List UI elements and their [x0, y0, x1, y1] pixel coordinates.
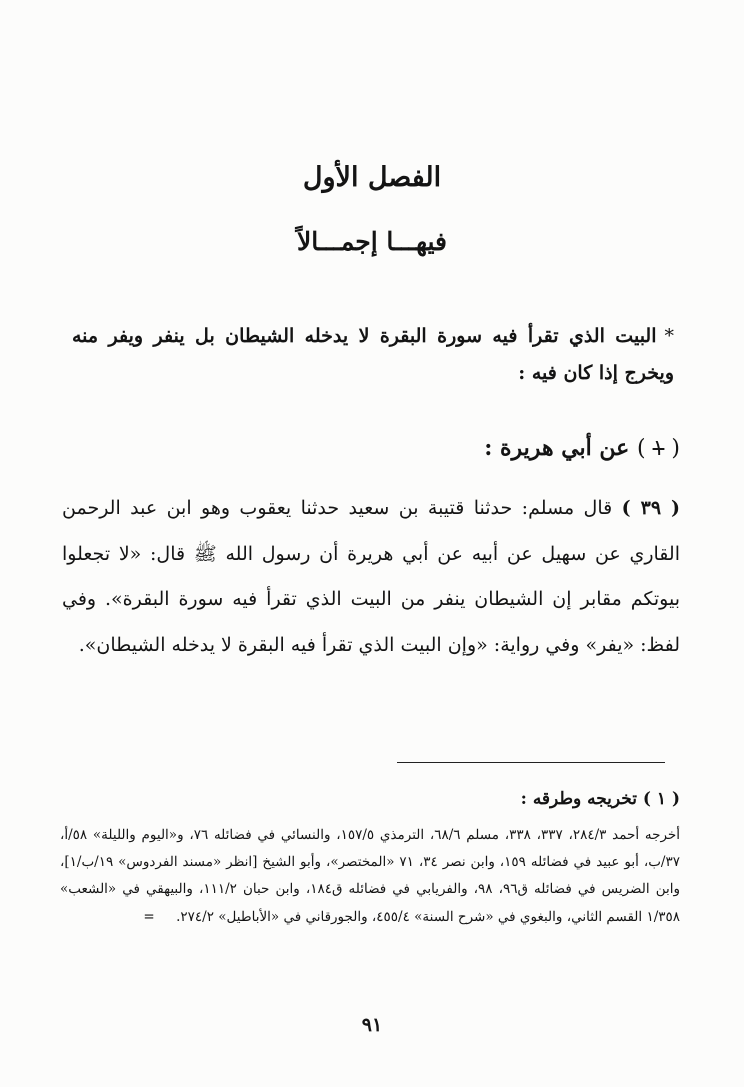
- chapter-title: الفصل الأول: [302, 162, 442, 193]
- narrator-text: عن أبي هريرة :: [484, 435, 630, 461]
- narrator-heading: [60, 428, 680, 469]
- section-heading-text: البيت الذي تقرأ فيه سورة البقرة لا يدخله الشيطان بل ينفر ويفر منه ويخرج إذا كان فيه :: [72, 325, 674, 384]
- footnote-text: أخرجه أحمد ٢٨٤/٣، ٣٣٧، ٣٣٨، مسلم ٦٨/٦، الترمذي ١٥٧/٥، والنسائي في فضائله ٧٦، و«اليوم والليلة» ٥٨/أ، ٣٧/ب، أبو عبيد في فضائله ١٥٩، وابن نصر ٣٤، ٧١ «المختصر»، وأبو الشيخ [انظر «مسند الفردوس» ١٩/ب/١]، وابن الضريس في فضائله ق٩٦، ٩٨، والفريابي في فضائله ق١٨٤، وابن حبان ١١١/٢، والبيهقي في «الشعب» ١/٣٥٨ القسم الثاني، والبغوي في «شرح السنة» ٤٥٥/٤، والجورقاني في «الأباطيل» ٢٧٤/٢.: [60, 827, 680, 925]
- hadith-text: قال مسلم: حدثنا قتيبة بن سعيد حدثنا يعقوب وهو ابن عبد الرحمن القاري عن سهيل عن أبيه عن أبي هريرة أن رسول الله ﷺ قال: «لا تجعلوا بيوتكم مقابر إن الشيطان ينفر من البيت الذي تقرأ فيه سورة البقرة». وفي لفظ: «يفر» وفي رواية: «وإن البيت الذي تقرأ فيه البقرة لا يدخله الشيطان».: [62, 497, 680, 656]
- narrator-number: ( ١ ): [636, 436, 680, 461]
- hadith-number: ( ٣٩ ): [621, 497, 680, 519]
- page-number: ٩١: [361, 1014, 383, 1036]
- chapter-subtitle: فيهـــا إجمـــالاً: [296, 227, 447, 256]
- footnote-divider: [397, 762, 665, 763]
- footnote-heading: ( ١ ) تخريجه وطرقه :: [520, 789, 680, 809]
- section-marker: *: [664, 325, 674, 347]
- footnote-continuation: =: [143, 908, 155, 925]
- hadith-paragraph: [62, 486, 680, 668]
- footnote-text-block: [60, 822, 680, 931]
- section-heading: [72, 318, 674, 392]
